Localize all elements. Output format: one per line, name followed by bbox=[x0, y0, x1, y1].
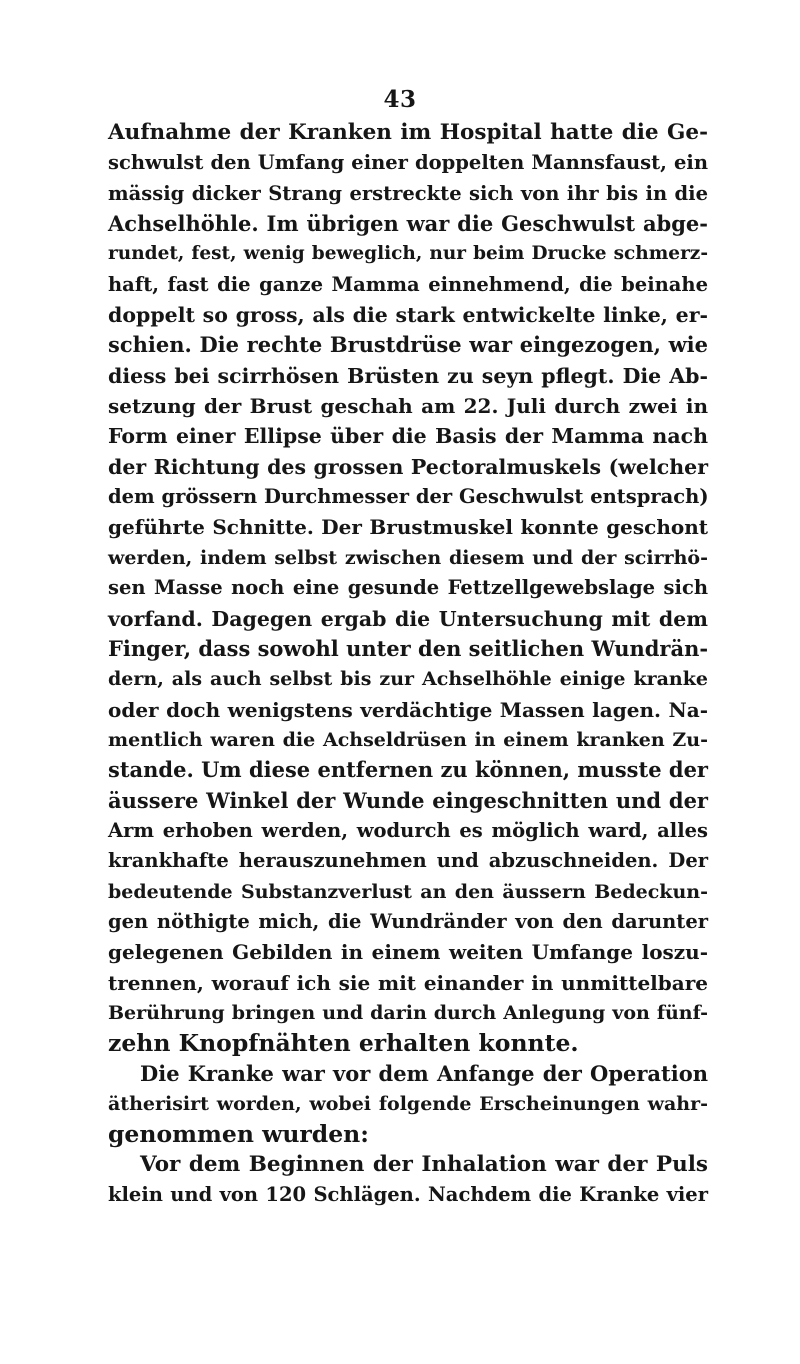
text-line: oder doch wenigstens verdächtige Massen lagen. Na- bbox=[108, 697, 708, 722]
text-line: trennen, worauf ich sie mit einander in unmittelbare bbox=[108, 970, 708, 995]
text-line: rundet, fest, wenig beweglich, nur beim Drucke schmerz- bbox=[108, 243, 708, 265]
text-line: schwulst den Umfang einer doppelten Mannsfaust, ein bbox=[108, 151, 708, 175]
page-number: 43 bbox=[383, 86, 417, 113]
text-line: dern, als auch selbst bis zur Achselhöhle einige kranke bbox=[108, 668, 708, 691]
text-line: klein und von 120 Schlägen. Nachdem die Kranke vier bbox=[108, 1183, 708, 1207]
text-line: stande. Um diese entfernen zu können, musste der bbox=[108, 757, 708, 783]
text-line: Achselhöhle. Im übrigen war die Geschwulst abge- bbox=[108, 211, 708, 237]
text-line: haft, fast die ganze Mamma einnehmend, die beinahe bbox=[108, 272, 708, 296]
text-line: geführte Schnitte. Der Brustmuskel konnte geschont bbox=[108, 515, 708, 540]
text-line: bedeutende Substanzverlust an den äussern Bedeckun- bbox=[108, 880, 708, 903]
text-line: doppelt so gross, als die stark entwickelte linke, er- bbox=[108, 303, 708, 328]
text-line: diess bei scirrhösen Brüsten zu seyn pflegt. Die Ab- bbox=[108, 363, 708, 388]
body-text bbox=[108, 118, 708, 1210]
text-line: Vor dem Beginnen der Inhalation war der Puls bbox=[140, 1151, 708, 1177]
text-line: ätherisirt worden, wobei folgende Erscheinungen wahr- bbox=[108, 1093, 708, 1115]
text-line: mässig dicker Strang erstreckte sich von ihr bis in die bbox=[108, 181, 708, 205]
text-line: dem grössern Durchmesser der Geschwulst entsprach) bbox=[108, 485, 709, 509]
text-line: genommen wurden: bbox=[108, 1120, 369, 1149]
text-line: gen nöthigte mich, die Wundränder von den darunter bbox=[108, 909, 708, 933]
text-line: Arm erhoben werden, wodurch es möglich ward, alles bbox=[108, 818, 708, 842]
text-line: Berührung bringen und darin durch Anlegung von fünf- bbox=[108, 1001, 708, 1024]
text-line: Finger, dass sowohl unter den seitlichen Wundrän- bbox=[108, 635, 709, 661]
text-line: werden, indem selbst zwischen diesem und der scirrhö- bbox=[108, 546, 708, 569]
text-line: Die Kranke war vor dem Anfange der Operation bbox=[140, 1060, 708, 1086]
text-line: der Richtung des grossen Pectoralmuskels (welcher bbox=[108, 454, 708, 479]
text-line: vorfand. Dagegen ergab die Untersuchung mit dem bbox=[108, 606, 708, 631]
text-line: Aufnahme der Kranken im Hospital hatte die Ge- bbox=[108, 120, 708, 145]
text-line: krankhafte herauszunehmen und abzuschneiden. Der bbox=[108, 849, 708, 873]
text-line: setzung der Brust geschah am 22. Juli durch zwei in bbox=[108, 394, 708, 419]
text-line: zehn Knopfnähten erhalten konnte. bbox=[108, 1029, 579, 1058]
text-line: gelegenen Gebilden in einem weiten Umfange loszu- bbox=[108, 940, 708, 965]
text-line: mentlich waren die Achseldrüsen in einem kranken Zu- bbox=[108, 728, 708, 751]
text-line: äussere Winkel der Wunde eingeschnitten und der bbox=[108, 787, 708, 813]
text-line: Form einer Ellipse über die Basis der Mamma nach bbox=[108, 424, 708, 449]
text-line: sen Masse noch eine gesunde Fettzellgewebslage sich bbox=[108, 576, 708, 600]
text-line: schien. Die rechte Brustdrüse war eingezogen, wie bbox=[108, 332, 708, 358]
